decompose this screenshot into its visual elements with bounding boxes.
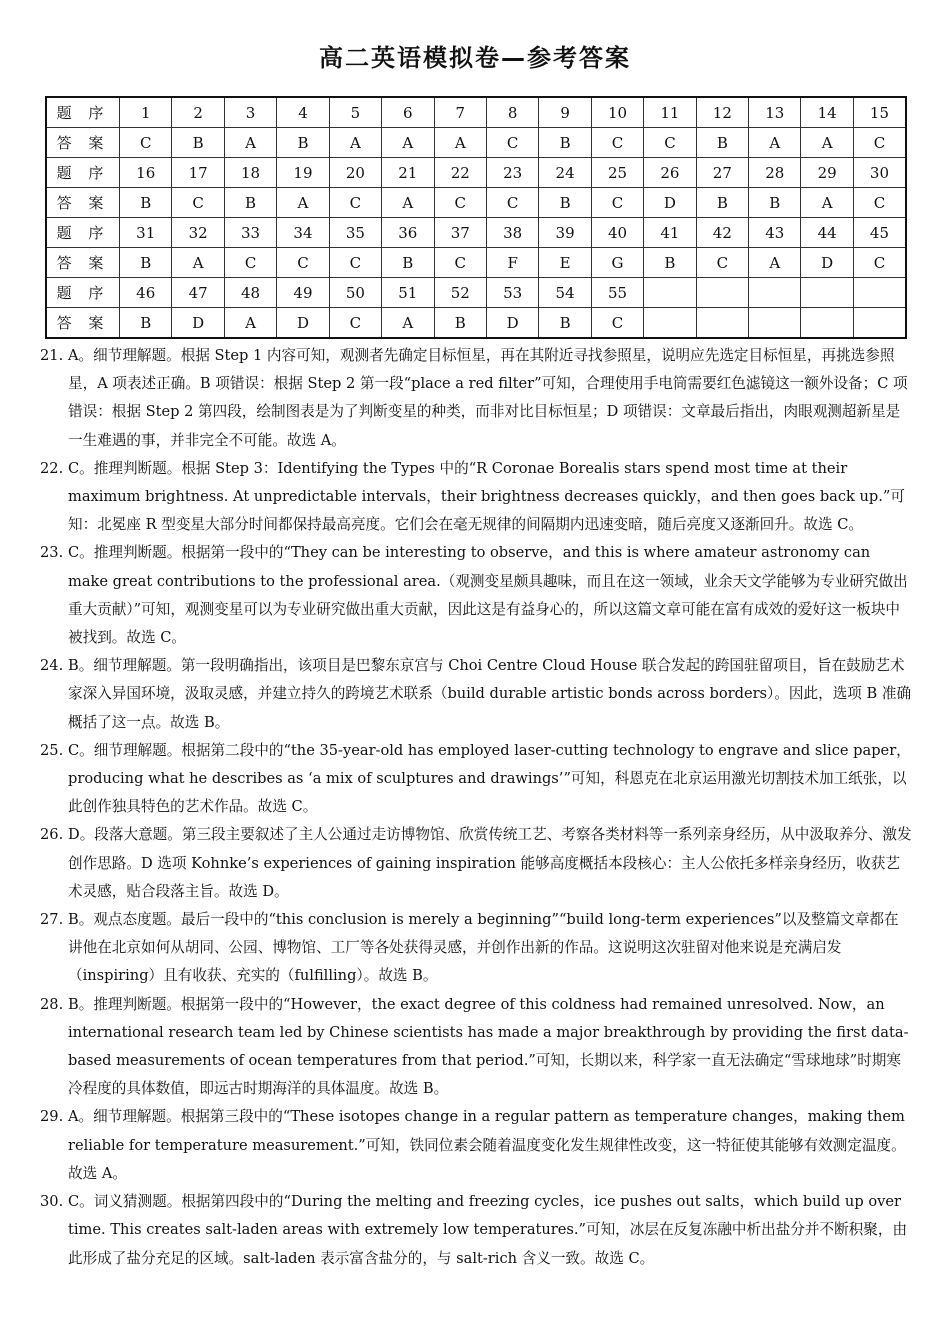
explanation-text: C。推理判断题。根据 Step 3：Identifying the Types 中的“R Coronae Borealis stars spend most time at their maximum brightness. At unpredictable intervals，their brightness decreases quickly，and then goes back up.”可知：北冕座 R 型变星大部分时间都保持最高亮度。它们会在毫无规律的间隔期内迅速变暗，随后亮度又逐渐回升。故选 C。 [68, 459, 905, 534]
explanation-item [40, 1103, 912, 1188]
question-number: 26. [40, 826, 64, 844]
answer-cell: A [749, 128, 801, 158]
number-row [46, 218, 906, 248]
explanation-item [40, 342, 912, 455]
question-number-cell: 10 [591, 97, 643, 128]
question-number: 24. [40, 657, 64, 675]
question-number-cell: 51 [382, 278, 434, 308]
question-number: 21. [40, 347, 64, 364]
question-number-cell: 21 [382, 158, 434, 188]
explanation-text: D。段落大意题。第三段主要叙述了主人公通过走访博物馆、欣赏传统工艺、考察各类材料等一系列亲身经历，从中汲取养分、激发创作思路。D 选项 Kohnke’s experiences of gaining inspiration 能够高度概括本段核心：主人公依托多样亲身经历，收获艺术灵感，贴合段落主旨。故选 D。 [68, 826, 912, 900]
answer-cell: A [329, 128, 381, 158]
answer-row [46, 128, 906, 158]
explanation-text: C。细节理解题。根据第二段中的“the 35-year-old has employed laser-cutting technology to engrave and slice paper，producing what he describes as ‘a mix of sculptures and drawings’”可知，科恩克在北京运用激光切割技术加工纸张，以此创作独具特色的艺术作品。故选 C。 [68, 741, 911, 816]
answer-cell: B [224, 188, 276, 218]
question-number-cell: 40 [591, 218, 643, 248]
answer-cell: A [224, 308, 276, 339]
answer-cell: C [277, 248, 329, 278]
question-number-cell: 5 [329, 97, 381, 128]
question-number-cell: 8 [486, 97, 538, 128]
answer-cell: A [382, 308, 434, 339]
answer-cell: B [539, 188, 591, 218]
question-number: 30. [40, 1193, 64, 1211]
explanation-item [40, 991, 912, 1104]
answer-cell [853, 308, 906, 339]
question-number-cell: 54 [539, 278, 591, 308]
question-number-cell: 39 [539, 218, 591, 248]
answer-cell [644, 308, 696, 339]
explanation-text: A。细节理解题。根据第三段中的“These isotopes change in a regular pattern as temperature changes，making them reliable for temperature measurement.”可知，铁同位素会随着温度变化发生规律性改变，这一特征使其能够有效测定温度。故选 A。 [68, 1108, 906, 1182]
question-number-cell [644, 278, 696, 308]
page-title: 高二英语模拟卷—参考答案 [319, 44, 631, 72]
answer-cell: A [224, 128, 276, 158]
question-number-cell: 27 [696, 158, 748, 188]
question-number-cell: 9 [539, 97, 591, 128]
answer-cell: C [329, 248, 381, 278]
question-number-cell [801, 278, 853, 308]
question-number-cell: 32 [172, 218, 224, 248]
question-number-cell: 13 [749, 97, 801, 128]
explanation-item [40, 737, 912, 822]
answer-cell: C [644, 128, 696, 158]
answer-cell: C [853, 248, 906, 278]
answer-cell: B [434, 308, 486, 339]
answer-cell: B [539, 128, 591, 158]
answer-cell: C [172, 188, 224, 218]
question-number-cell: 18 [224, 158, 276, 188]
row-label-number: 题 序 [46, 158, 120, 188]
answer-cell: B [749, 188, 801, 218]
question-number-cell: 43 [749, 218, 801, 248]
answer-cell: D [172, 308, 224, 339]
question-number-cell: 17 [172, 158, 224, 188]
answer-cell: A [749, 248, 801, 278]
question-number-cell: 25 [591, 158, 643, 188]
row-label-answer: 答 案 [46, 308, 120, 339]
explanation-text: B。细节理解题。第一段明确指出，该项目是巴黎东京宫与 Choi Centre Cloud House 联合发起的跨国驻留项目，旨在鼓励艺术家深入异国环境，汲取灵感，并建立持久的跨境艺术联系（build durable artistic bonds across borders）。因此，选项 B 准确概括了这一点。故选 B。 [68, 657, 912, 731]
question-number: 22. [40, 459, 64, 477]
answer-cell: B [277, 128, 329, 158]
question-number-cell [853, 278, 906, 308]
explanation-item [40, 652, 912, 737]
question-number-cell: 38 [486, 218, 538, 248]
question-number-cell: 26 [644, 158, 696, 188]
answer-cell: C [120, 128, 172, 158]
question-number: 29. [40, 1108, 64, 1126]
answer-cell: A [382, 128, 434, 158]
question-number: 28. [40, 995, 64, 1013]
answer-cell: B [696, 188, 748, 218]
question-number-cell: 33 [224, 218, 276, 248]
question-number-cell: 12 [696, 97, 748, 128]
answer-cell: B [382, 248, 434, 278]
explanation-text: C。词义猜测题。根据第四段中的“During the melting and freezing cycles，ice pushes out salts，which build up over time. This creates salt-laden areas with extremely low temperatures.”可知，冰层在反复冻融中析出盐分并不断积聚，由此形成了盐分充足的区域。salt-laden 表示富含盐分的，与 salt-rich 含义一致。故选 C。 [68, 1193, 908, 1267]
answer-cell: G [591, 248, 643, 278]
answer-row [46, 308, 906, 339]
explanation-text: B。推理判断题。根据第一段中的“However，the exact degree of this coldness had remained unresolved. Now，an international research team led by Chinese scientists has made a major breakthrough by providing the first data-based measurements of ocean temperatures from that period.”可知，长期以来，科学家一直无法确定“雪球地球”时期寒冷程度的具体数值，即远古时期海洋的具体温度。故选 B。 [68, 995, 909, 1098]
question-number-cell: 44 [801, 218, 853, 248]
answer-cell: C [329, 308, 381, 339]
question-number-cell: 53 [486, 278, 538, 308]
answer-cell: C [434, 248, 486, 278]
answer-cell: C [591, 128, 643, 158]
explanation-text: B。观点态度题。最后一段中的“this conclusion is merely a beginning”“build long-term experiences”以及整篇文章都在讲他在北京如何从胡同、公园、博物馆、工厂等各处获得灵感，并创作出新的作品。这说明这次驻留对他来说是充满启发（inspiring）且有收获、充实的（fulfilling）。故选 B。 [68, 911, 899, 985]
question-number-cell: 2 [172, 97, 224, 128]
answer-cell: B [120, 248, 172, 278]
answer-cell: D [277, 308, 329, 339]
answer-cell: C [591, 308, 643, 339]
question-number-cell: 4 [277, 97, 329, 128]
question-number-cell: 24 [539, 158, 591, 188]
explanation-item [40, 455, 912, 540]
answer-cell: A [801, 188, 853, 218]
answer-cell: C [853, 128, 906, 158]
question-number-cell: 28 [749, 158, 801, 188]
question-number-cell: 47 [172, 278, 224, 308]
answer-cell: C [224, 248, 276, 278]
number-row [46, 278, 906, 308]
answer-cell: B [120, 188, 172, 218]
answer-table [45, 96, 907, 339]
question-number-cell: 35 [329, 218, 381, 248]
answer-cell [749, 308, 801, 339]
question-number-cell: 50 [329, 278, 381, 308]
question-number-cell: 15 [853, 97, 906, 128]
question-number-cell: 52 [434, 278, 486, 308]
answer-cell: A [172, 248, 224, 278]
answer-cell: C [486, 128, 538, 158]
explanation-item [40, 906, 912, 991]
answer-cell: B [644, 248, 696, 278]
explanations-section [40, 342, 912, 1273]
answer-cell [801, 308, 853, 339]
question-number: 23. [40, 544, 64, 562]
question-number-cell: 29 [801, 158, 853, 188]
row-label-answer: 答 案 [46, 248, 120, 278]
answer-cell: E [539, 248, 591, 278]
answer-cell: A [434, 128, 486, 158]
answer-cell: D [644, 188, 696, 218]
answer-row [46, 248, 906, 278]
row-label-answer: 答 案 [46, 128, 120, 158]
answer-cell: C [853, 188, 906, 218]
question-number-cell [696, 278, 748, 308]
question-number-cell: 1 [120, 97, 172, 128]
explanation-text: A。细节理解题。根据 Step 1 内容可知，观测者先确定目标恒星，再在其附近寻找参照星，说明应先选定目标恒星，再挑选参照星，A 项表述正确。B 项错误：根据 Step 2 第一段“place a red filter”可知，合理使用手电筒需要红色滤镜这一额外设备；C 项错误：根据 Step 2 第四段，绘制图表是为了判断变星的种类，而非对比目标恒星；D 项错误：文章最后指出，肉眼观测超新星是一生难遇的事，并非完全不可能。故选 A。 [68, 347, 908, 449]
question-number-cell: 14 [801, 97, 853, 128]
question-number-cell: 22 [434, 158, 486, 188]
answer-cell: A [801, 128, 853, 158]
answer-cell: B [172, 128, 224, 158]
question-number-cell: 19 [277, 158, 329, 188]
answer-cell: A [382, 188, 434, 218]
answer-cell: B [120, 308, 172, 339]
question-number-cell: 48 [224, 278, 276, 308]
question-number-cell: 23 [486, 158, 538, 188]
answer-cell: F [486, 248, 538, 278]
question-number-cell: 16 [120, 158, 172, 188]
answer-cell: C [434, 188, 486, 218]
explanation-item [40, 1188, 912, 1273]
answer-cell: C [486, 188, 538, 218]
question-number-cell: 45 [853, 218, 906, 248]
question-number-cell: 34 [277, 218, 329, 248]
answer-cell [696, 308, 748, 339]
explanation-item [40, 539, 912, 652]
explanation-text: C。推理判断题。根据第一段中的“They can be interesting to observe，and this is where amateur astronomy can make great contributions to the professional area.（观测变星颇具趣味，而且在这一领域，业余天文学能够为专业研究做出重大贡献）”可知，观测变星可以为专业研究做出重大贡献，因此这是有益身心的，所以这篇文章可能在富有成效的爱好这一板块中被找到。故选 C。 [68, 544, 908, 647]
question-number-cell: 49 [277, 278, 329, 308]
row-label-number: 题 序 [46, 218, 120, 248]
question-number-cell: 36 [382, 218, 434, 248]
question-number-cell: 6 [382, 97, 434, 128]
question-number-cell: 46 [120, 278, 172, 308]
row-label-answer: 答 案 [46, 188, 120, 218]
question-number: 27. [40, 911, 64, 929]
answer-cell: D [486, 308, 538, 339]
answer-cell: B [696, 128, 748, 158]
answer-cell: A [277, 188, 329, 218]
question-number: 25. [40, 741, 64, 759]
question-number-cell: 55 [591, 278, 643, 308]
question-number-cell: 30 [853, 158, 906, 188]
question-number-cell [749, 278, 801, 308]
question-number-cell: 7 [434, 97, 486, 128]
answer-cell: B [539, 308, 591, 339]
question-number-cell: 42 [696, 218, 748, 248]
answer-cell: C [329, 188, 381, 218]
explanation-item [40, 821, 912, 906]
number-row [46, 97, 906, 128]
question-number-cell: 41 [644, 218, 696, 248]
answer-row [46, 188, 906, 218]
row-label-number: 题 序 [46, 97, 120, 128]
answer-cell: C [696, 248, 748, 278]
question-number-cell: 37 [434, 218, 486, 248]
question-number-cell: 31 [120, 218, 172, 248]
question-number-cell: 3 [224, 97, 276, 128]
answer-cell: C [591, 188, 643, 218]
row-label-number: 题 序 [46, 278, 120, 308]
question-number-cell: 20 [329, 158, 381, 188]
number-row [46, 158, 906, 188]
question-number-cell: 11 [644, 97, 696, 128]
answer-cell: D [801, 248, 853, 278]
